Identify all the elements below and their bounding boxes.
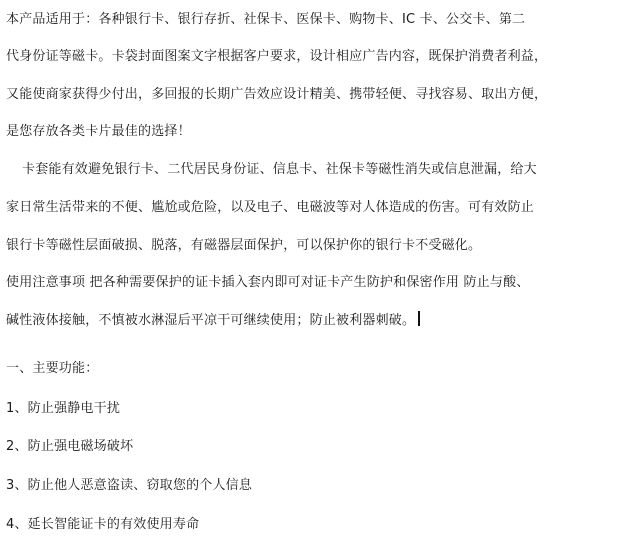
protection-line-2: 家日常生活带来的不便、尴尬或危险，以及电子、电磁波等对人体造成的伤害。可有效防止 (6, 200, 535, 215)
protection-line-3: 银行卡等磁性层面破损、脱落，有磁器层面保护，可以保护你的银行卡不受磁化。 (6, 238, 482, 253)
usage-notes-line-2 (6, 310, 420, 332)
usage-notes-line-1: 使用注意事项 把各种需要保护的证卡插入套内即可对证卡产生防护和保密作用 防止与酸、 (6, 275, 530, 290)
usage-notes-line-2-text: 碱性液体接触，不慎被水淋湿后平凉干可继续使用；防止被利器刺破。 (6, 313, 416, 328)
function-item-4: 4、延长智能证卡的有效使用寿命 (6, 517, 200, 532)
intro-line-3: 又能使商家获得少付出，多回报的长期广告效应设计精美、携带轻便、寻找容易、取出方便， (6, 87, 548, 102)
protection-line-1: 卡套能有效避免银行卡、二代居民身份证、信息卡、社保卡等磁性消失或信息泄漏，给大 (22, 162, 537, 177)
text-cursor (418, 311, 420, 326)
function-item-3: 3、防止他人恶意盗读、窃取您的个人信息 (6, 478, 253, 493)
function-item-2: 2、防止强电磁场破坏 (6, 439, 134, 454)
intro-line-2: 代身份证等磁卡。卡袋封面图案文字根据客户要求，设计相应广告内容，既保护消费者利益， (6, 49, 548, 64)
intro-line-1: 本产品适用于：各种银行卡、银行存折、社保卡、医保卡、购物卡、IC 卡、公交卡、第二 (6, 12, 526, 27)
intro-line-4: 是您存放各类卡片最佳的选择！ (6, 124, 191, 139)
main-functions-heading: 一、主要功能： (6, 361, 99, 376)
function-item-1: 1、防止强静电干扰 (6, 401, 121, 416)
